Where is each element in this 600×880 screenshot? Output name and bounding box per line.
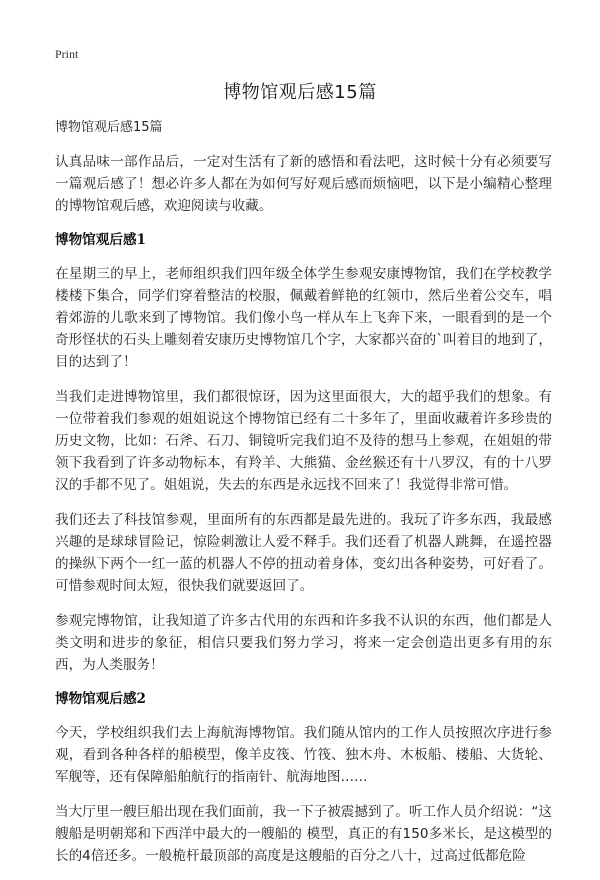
section-1-paragraph-1: 在星期三的早上，老师组织我们四年级全体学生参观安康博物馆，我们在学校教学楼楼下集合，同学们穿着整洁的校服，佩戴着鲜艳的红领巾，然后坐着公交车，唱着郊游的儿歌来到了博物馆。我们像小鸟一样从车上飞奔下来，一眼看到的是一个奇形怪状的石头上雕刻着安康历史博物馆几个字，大家都兴奋的`叫着目的地到了，目的达到了！ [55, 266, 552, 370]
section-2-paragraph-2: 当大厅里一艘巨船出现在我们面前，我一下子被震撼到了。听工作人员介绍说：“这艘船是明朝郑和下西洋中最大的一艘船的 模型，真正的有150多米长，是这模型的长的4倍还多。一般桅杆最顶部的高度是这艘船的百分之八十，过高过低都危险 [55, 804, 552, 864]
section-1-paragraph-3: 我们还去了科技馆参观，里面所有的东西都是最先进的。我玩了许多东西，我最感兴趣的是球球冒险记，惊险刺激让人爱不释手。我们还看了机器人跳舞，在遥控器的操纵下两个一红一蓝的机器人不停的扭动着身体，变幻出各种姿势，可好看了。可惜参观时间太短，很快我们就要返回了。 [55, 512, 552, 594]
page-title: 博物馆观后感15篇 [223, 82, 377, 103]
print-link[interactable]: Print [55, 47, 79, 61]
section-heading-1: 博物馆观后感1 [55, 232, 147, 248]
section-2-paragraph-1: 今天，学校组织我们去上海航海博物馆。我们随从馆内的工作人员按照次序进行参观，看到各种各样的船模型，像羊皮筏、竹筏、独木舟、木板船、楼船、大货轮、军舰等，还有保障船舶航行的指南针、航海地图…… [55, 725, 552, 785]
section-1-paragraph-2: 当我们走进博物馆里，我们都很惊讶，因为这里面很大，大的超乎我们的想象。有一位带着我们参观的姐姐说这个博物馆已经有二十多年了，里面收藏着许多珍贵的历史文物，比如：石斧、石刀、铜镜听完我们迫不及待的想马上参观，在姐姐的带领下我看到了许多动物标本，有羚羊、大熊猫、金丝猴还有十八罗汉，有的十八罗汉的手都不见了。姐姐说，失去的东西是永远找不回来了！我觉得非常可惜。 [55, 389, 552, 493]
section-heading-2: 博物馆观后感2 [55, 691, 147, 707]
intro-paragraph: 认真品味一部作品后，一定对生活有了新的感悟和看法吧，这时候十分有必须要写一篇观后感了！想必许多人都在为如何写好观后感而烦恼吧，以下是小编精心整理的博物馆观后感，欢迎阅读与收藏。 [55, 154, 552, 214]
article-body [55, 118, 552, 880]
article-subtitle: 博物馆观后感15篇 [55, 120, 163, 135]
section-1-paragraph-4: 参观完博物馆，让我知道了许多古代用的东西和许多我不认识的东西，他们都是人类文明和进步的象征，相信只要我们努力学习，将来一定会创造出更多有用的东西，为人类服务！ [55, 613, 552, 673]
